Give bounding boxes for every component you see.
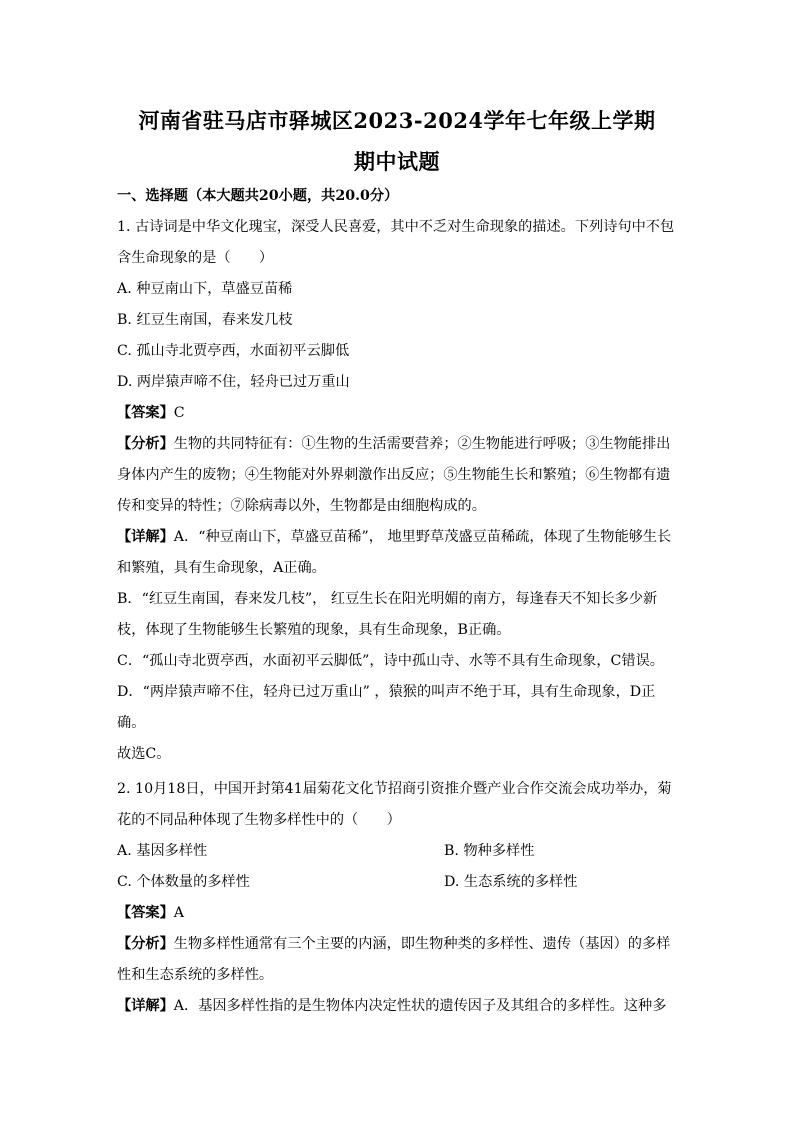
q1-analysis-text1: 生物的共同特征有：①生物的生活需要营养；②生物能进行呼吸；③生物能排出 [173, 436, 671, 452]
q2-answer [117, 903, 184, 923]
q2-option-d: D. 生态系统的多样性 [444, 874, 578, 890]
q2-stem-line2: 花的不同品种体现了生物多样性中的（ ） [117, 812, 401, 828]
detail-label: 【详解】 [117, 998, 174, 1014]
analysis-label: 【分析】 [117, 436, 174, 452]
q1-analysis-line3: 传和变异的特性；⑦除病毒以外，生物都是由细胞构成的。 [117, 498, 486, 514]
q2-option-a: A. 基因多样性 [117, 843, 208, 859]
q1-detail-line3: B．“红豆生南国，春来发几枝”， 红豆生长在阳光明媚的南方，每逢春天不知长多少新 [117, 591, 658, 607]
answer-label: 【答案】 [117, 405, 174, 421]
q2-option-b: B. 物种多样性 [444, 843, 535, 859]
q2-detail-text1: A．基因多样性指的是生物体内决定性状的遗传因子及其组合的多样性。这种多 [173, 998, 667, 1014]
q1-answer-value: C [173, 405, 185, 421]
q2-option-c: C. 个体数量的多样性 [117, 874, 250, 890]
q2-analysis-text1: 生物多样性通常有三个主要的内涵，即生物种类的多样性、遗传（基因）的多样 [173, 936, 671, 952]
q1-option-b: B. 红豆生南国，春来发几枝 [117, 312, 293, 328]
detail-label: 【详解】 [117, 529, 174, 545]
q1-detail-line2: 和繁殖，具有生命现象，A正确。 [117, 560, 326, 576]
q1-detail-text1: A．“种豆南山下，草盛豆苗稀”， 地里野草茂盛豆苗稀疏，体现了生物能够生长 [173, 529, 672, 545]
answer-label: 【答案】 [117, 905, 174, 921]
q1-detail-line4: 枝，体现了生物能够生长繁殖的现象，具有生命现象，B正确。 [117, 622, 511, 638]
doc-title-line1: 河南省驻马店市驿城区2023-2024学年七年级上学期 [138, 108, 656, 133]
q1-answer [117, 403, 185, 423]
q1-detail-line1 [117, 527, 671, 547]
q2-analysis-line1 [117, 934, 670, 954]
q1-detail-line7: 确。 [117, 715, 146, 731]
analysis-label: 【分析】 [117, 936, 174, 952]
q1-option-d: D. 两岸猿声啼不住，轻舟已过万重山 [117, 374, 350, 390]
q1-detail-line6: D．“两岸猿声啼不住，轻舟已过万重山” ，猿猴的叫声不绝于耳，具有生命现象，D正 [117, 684, 656, 700]
q1-conclusion: 故选C。 [117, 746, 171, 762]
section-heading: 一、选择题（本大题共20小题，共20.0分） [117, 188, 399, 204]
q2-analysis-line2: 性和生态系统的多样性。 [117, 967, 274, 983]
q1-analysis-line2: 身体内产生的废物；④生物能对外界刺激作出反应；⑤生物能生长和繁殖；⑥生物都有遗 [117, 467, 671, 483]
q1-stem-line2: 含生命现象的是（ ） [117, 250, 274, 266]
doc-title-line2: 期中试题 [354, 149, 440, 174]
q2-stem-line1: 2. 10月18日，中国开封第41届菊花文化节招商引资推介暨产业合作交流会成功举办，菊 [117, 781, 672, 797]
q1-analysis-line1 [117, 434, 670, 454]
q2-answer-value: A [173, 905, 185, 921]
q1-option-c: C. 孤山寺北贾亭西，水面初平云脚低 [117, 343, 350, 359]
q1-stem-line1: 1. 古诗词是中华文化瑰宝，深受人民喜爱，其中不乏对生命现象的描述。下列诗句中不包 [117, 219, 675, 235]
q1-option-a: A. 种豆南山下，草盛豆苗稀 [117, 281, 293, 297]
q1-detail-line5: C．“孤山寺北贾亭西，水面初平云脚低”，诗中孤山寺、水等不具有生命现象，C错误。 [117, 653, 664, 669]
q2-detail-line1 [117, 996, 666, 1016]
